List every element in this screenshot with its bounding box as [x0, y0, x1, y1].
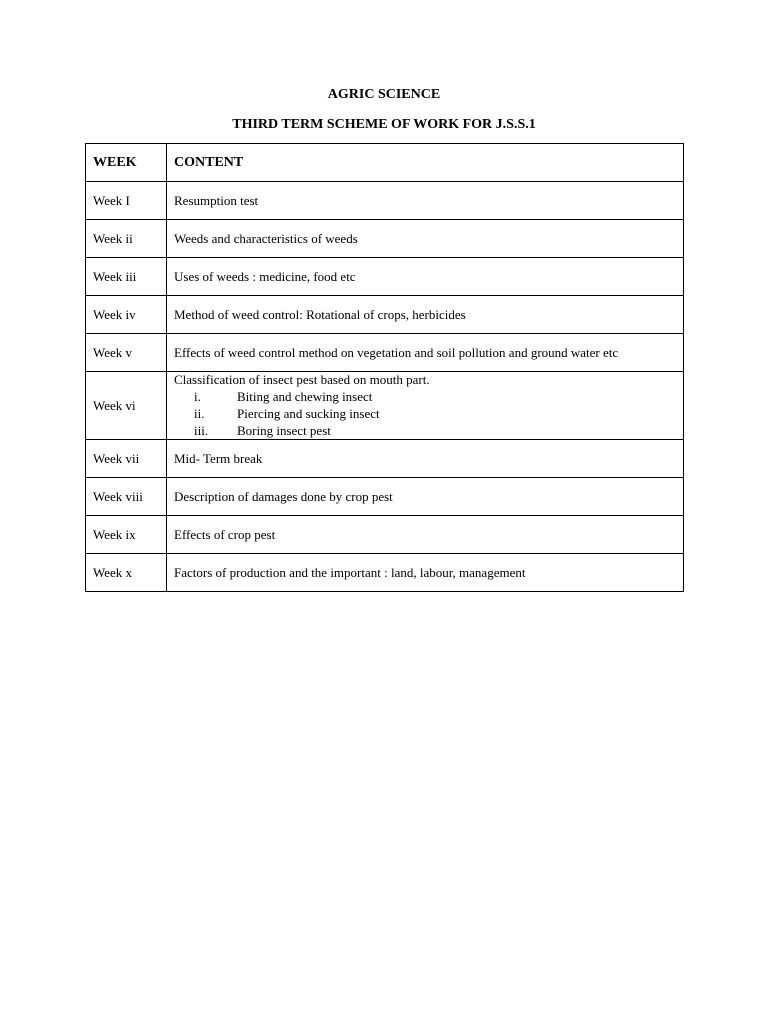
table-row	[86, 334, 684, 372]
table-row	[86, 554, 684, 592]
list-item-number: iii.	[194, 423, 209, 438]
document-subject-heading: AGRIC SCIENCE	[327, 87, 441, 102]
list-item	[174, 422, 676, 439]
document-title: THIRD TERM SCHEME OF WORK FOR J.S.S.1	[232, 117, 536, 132]
week-cell: Week iii	[86, 258, 167, 296]
week-cell: Week ix	[86, 516, 167, 554]
table-row	[86, 478, 684, 516]
week-cell: Week iv	[86, 296, 167, 334]
week-cell: Week I	[86, 182, 167, 220]
table-row	[86, 220, 684, 258]
content-cell	[167, 372, 684, 440]
content-cell: Method of weed control: Rotational of crops, herbicides	[167, 296, 684, 334]
week-cell: Week viii	[86, 478, 167, 516]
sub-item-list	[174, 388, 676, 439]
list-item-text: Piercing and sucking insect	[237, 406, 380, 421]
table-row	[86, 296, 684, 334]
content-cell: Effects of weed control method on vegetation and soil pollution and ground water etc	[167, 334, 684, 372]
content-cell: Uses of weeds : medicine, food etc	[167, 258, 684, 296]
content-cell: Factors of production and the important : land, labour, management	[167, 554, 684, 592]
list-item-text: Biting and chewing insect	[237, 389, 373, 404]
content-intro: Classification of insect pest based on mouth part.	[174, 372, 430, 387]
table-header-row	[86, 144, 684, 182]
scheme-of-work-table	[85, 143, 684, 592]
week-cell: Week vi	[86, 372, 167, 440]
content-cell: Description of damages done by crop pest	[167, 478, 684, 516]
list-item-number: ii.	[194, 406, 205, 421]
content-cell: Mid- Term break	[167, 440, 684, 478]
week-column-header: WEEK	[86, 144, 167, 182]
list-item-number: i.	[194, 389, 201, 404]
week-cell: Week x	[86, 554, 167, 592]
table-row	[86, 182, 684, 220]
table-row	[86, 516, 684, 554]
list-item	[174, 388, 676, 405]
table-row	[86, 372, 684, 440]
table-row	[86, 258, 684, 296]
content-cell: Effects of crop pest	[167, 516, 684, 554]
content-cell: Weeds and characteristics of weeds	[167, 220, 684, 258]
table-row	[86, 440, 684, 478]
list-item	[174, 405, 676, 422]
content-column-header: CONTENT	[167, 144, 684, 182]
week-cell: Week v	[86, 334, 167, 372]
list-item-text: Boring insect pest	[237, 423, 331, 438]
content-cell: Resumption test	[167, 182, 684, 220]
week-cell: Week ii	[86, 220, 167, 258]
week-cell: Week vii	[86, 440, 167, 478]
